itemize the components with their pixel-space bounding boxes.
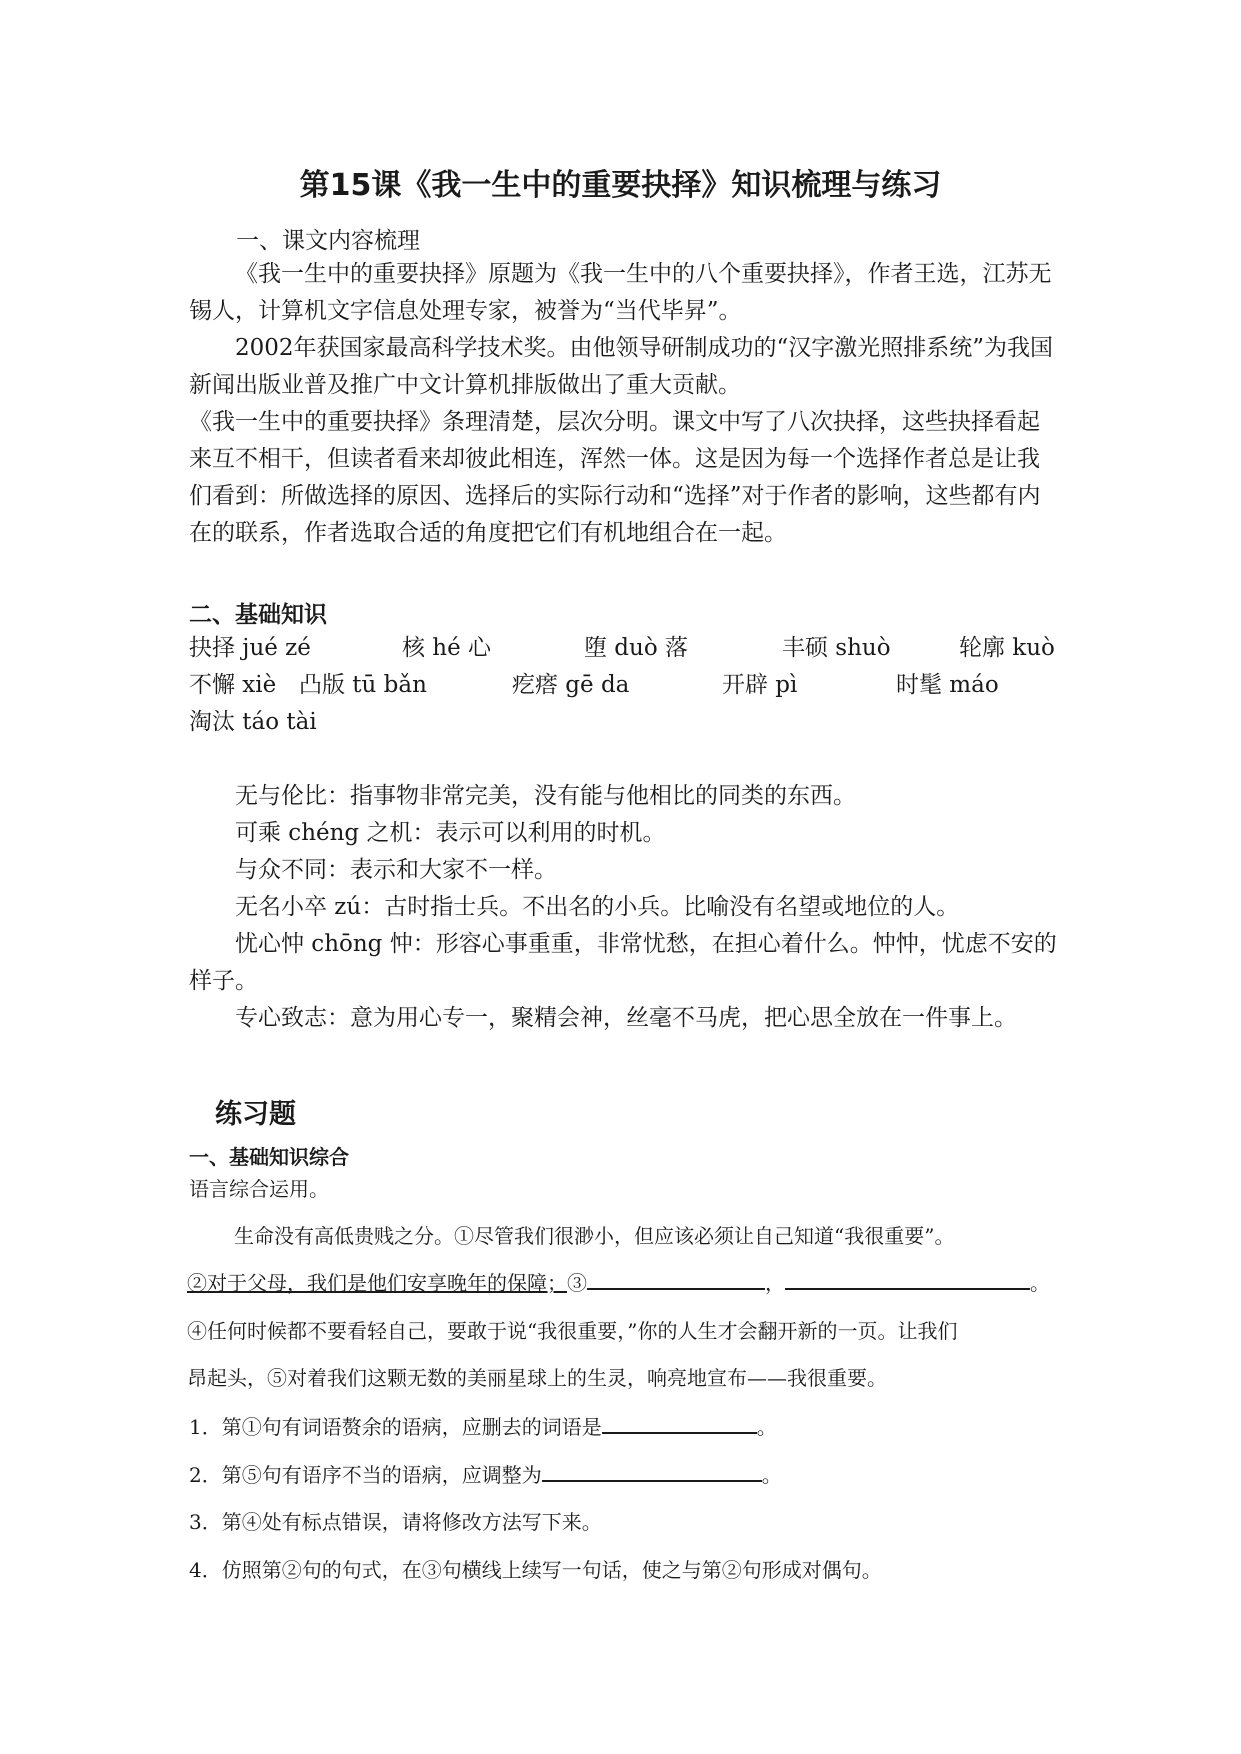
- pinyin-item: 不懈 xiè: [189, 672, 277, 698]
- question-text: 1．第①句有词语赘余的语病，应删去的词语是: [189, 1415, 602, 1439]
- underlined-sentence: ②对于父母，我们是他们安享晚年的保障；: [187, 1271, 567, 1295]
- pinyin-item: 堕 duò 落: [584, 635, 689, 661]
- practice-heading: 一、基础知识综合: [189, 1145, 349, 1169]
- idiom-definition: 专心致志：意为用心专一，聚精会神，丝毫不马虎，把心思全放在一件事上。: [235, 1005, 1017, 1031]
- idiom-definition: 无与伦比：指事物非常完美，没有能与他相比的同类的东西。: [235, 783, 856, 809]
- answer-blank[interactable]: [542, 1458, 762, 1482]
- paragraph-structure: 《我一生中的重要抉择》条理清楚，层次分明。课文中写了八次抉择，这些抉择看起来互不相干，但读者看来却彼此相连，浑然一体。这是因为每一个选择作者总是让我们看到：所做选择的原因、选择后的实际行动和“选择”对于作者的影响，这些都有内在的联系，作者选取合适的角度把它们有机地组合在一起。: [189, 409, 1041, 546]
- passage-line: 昂起头，⑤对着我们这颗无数的美丽星球上的生灵，响亮地宣布——我很重要。: [187, 1366, 887, 1390]
- question-2: [189, 1458, 782, 1488]
- page-title: 第15课《我一生中的重要抉择》知识梳理与练习: [299, 168, 942, 203]
- period-mark: 。: [756, 1415, 777, 1439]
- idiom-definition: 可乘 chéng 之机：表示可以利用的时机。: [235, 820, 666, 846]
- idiom-definition: 无名小卒 zú：古时指士兵。不出名的小兵。比喻没有名望或地位的人。: [235, 894, 960, 920]
- answer-blank[interactable]: [602, 1410, 757, 1434]
- idiom-definition: 忧心忡 chōng 忡：形容心事重重，非常忧愁，在担心着什么。忡忡，忧虑不安的样子。: [189, 931, 1057, 994]
- question-text: 2．第⑤句有语序不当的语病，应调整为: [189, 1463, 542, 1487]
- pinyin-item: 疙瘩 gē da: [512, 672, 630, 698]
- passage-line: ④任何时候都不要看轻自己，要敢于说“我很重要，”你的人生才会翻开新的一页。让我们: [187, 1319, 958, 1343]
- practice-intro: 语言综合运用。: [189, 1177, 329, 1201]
- idiom-definition: 与众不同：表示和大家不一样。: [235, 857, 557, 883]
- answer-blank[interactable]: [785, 1266, 1030, 1290]
- section-heading-basics: 二、基础知识: [189, 602, 327, 628]
- circled-number: ③: [567, 1271, 587, 1295]
- answer-blank[interactable]: [587, 1266, 765, 1290]
- pinyin-item: 丰硕 shuò: [782, 635, 891, 661]
- period-mark: 。: [761, 1463, 782, 1487]
- comma-mark: ，: [765, 1271, 785, 1295]
- pinyin-item: 时髦 máo: [896, 672, 999, 698]
- pinyin-item: 淘汰 táo tài: [189, 709, 317, 735]
- paragraph-intro: 《我一生中的重要抉择》原题为《我一生中的八个重要抉择》，作者王选，江苏无锡人，计算机文字信息处理专家，被誉为“当代毕昇”。: [189, 261, 1052, 324]
- question-4: 4．仿照第②句的句式，在③句横线上续写一句话，使之与第②句形成对偶句。: [189, 1558, 882, 1582]
- passage-line: [187, 1266, 1050, 1296]
- pinyin-item: 抉择 jué zé: [189, 635, 311, 661]
- practice-title: 练习题: [215, 1099, 296, 1130]
- pinyin-item: 轮廓 kuò: [959, 635, 1055, 661]
- paragraph-award: 2002年获国家最高科学技术奖。由他领导研制成功的“汉字激光照排系统”为我国新闻出版业普及推广中文计算机排版做出了重大贡献。: [189, 335, 1054, 398]
- question-1: [189, 1410, 777, 1440]
- pinyin-item: 开辟 pì: [722, 672, 798, 698]
- pinyin-item: 核 hé 心: [402, 635, 492, 661]
- pinyin-item: 凸版 tū bǎn: [299, 672, 427, 698]
- passage-line: 生命没有高低贵贱之分。①尽管我们很渺小，但应该必须让自己知道“我很重要”。: [234, 1224, 955, 1248]
- section-heading-outline: 一、课文内容梳理: [236, 228, 420, 254]
- question-3: 3．第④处有标点错误，请将修改方法写下来。: [189, 1510, 602, 1534]
- period-mark: 。: [1030, 1271, 1050, 1295]
